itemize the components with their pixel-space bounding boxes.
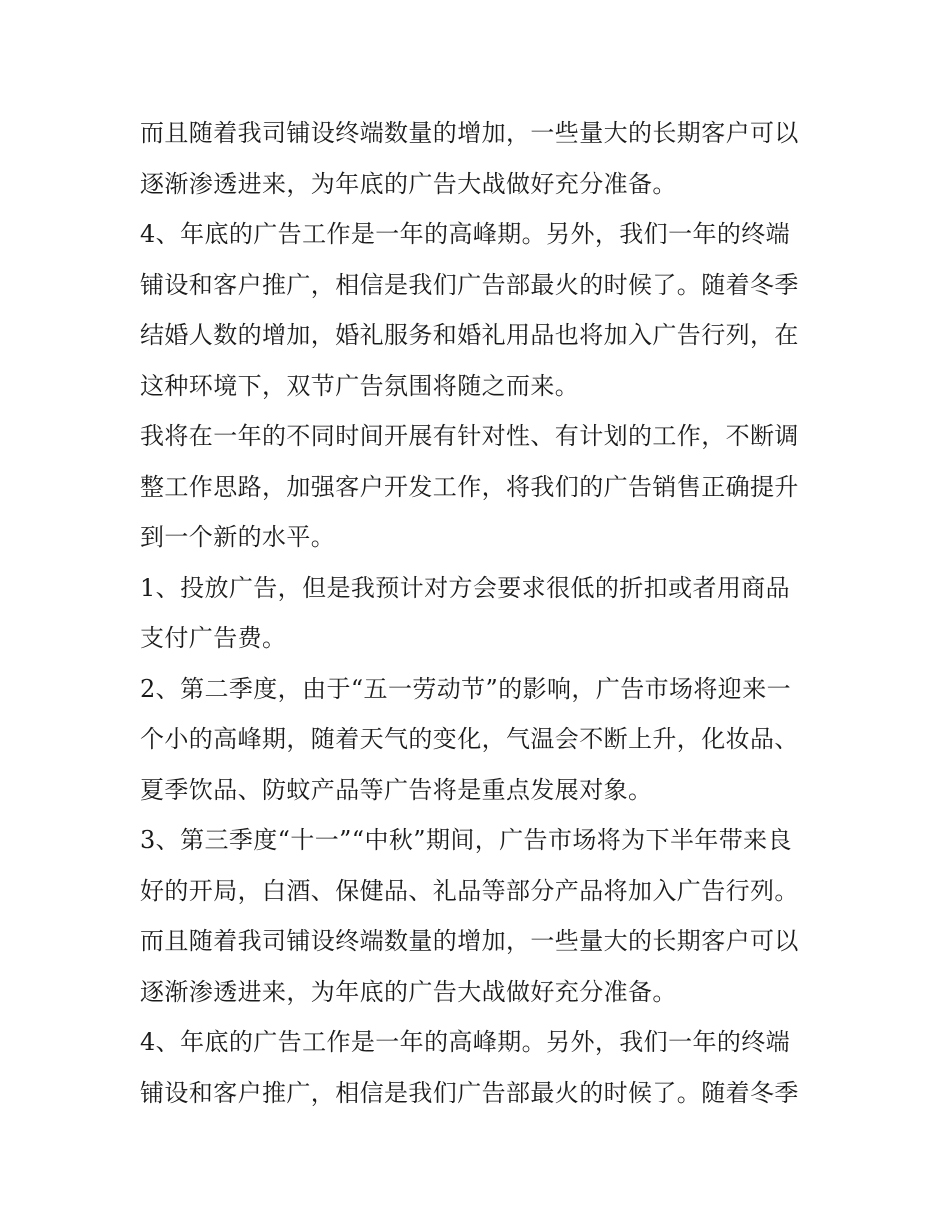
text-line: 我将在一年的不同时间开展有针对性、有计划的工作，不断调 — [140, 422, 799, 450]
text-line: 铺设和客户推广，相信是我们广告部最火的时候了。随着冬季 — [140, 270, 799, 299]
text-line: 这种环境下，双节广告氛围将随之而来。 — [140, 371, 580, 400]
document-body — [140, 108, 820, 1118]
text-line: 个小的高峰期，随着天气的变化，气温会不断上升，化妆品、 — [140, 725, 799, 753]
text-line: 支付广告费。 — [140, 624, 287, 652]
text-line: 好的开局，白酒、保健品、礼品等部分产品将加入广告行列。 — [140, 876, 799, 905]
text-line: 4、年底的广告工作是一年的高峰期。另外，我们一年的终端 — [140, 220, 791, 248]
text-line: 4、年底的广告工作是一年的高峰期。另外，我们一年的终端 — [140, 1028, 791, 1056]
text-line: 2、第二季度，由于“五一劳动节”的影响，广告市场将迎来一 — [140, 674, 792, 703]
text-line: 逐渐渗透进来，为年底的广告大战做好充分准备。 — [140, 169, 677, 198]
text-line: 结婚人数的增加，婚礼服务和婚礼用品也将加入广告行列，在 — [140, 321, 799, 349]
text-line: 铺设和客户推广，相信是我们广告部最火的时候了。随着冬季 — [140, 1078, 799, 1107]
text-line: 而且随着我司铺设终端数量的增加，一些量大的长期客户可以 — [140, 927, 799, 955]
text-line: 整工作思路，加强客户开发工作，将我们的广告销售正确提升 — [140, 472, 799, 501]
text-line: 逐渐渗透进来，为年底的广告大战做好充分准备。 — [140, 977, 677, 1006]
text-line: 1、投放广告，但是我预计对方会要求很低的折扣或者用商品 — [140, 573, 791, 602]
text-line: 3、第三季度“十一”“中秋”期间，广告市场将为下半年带来良 — [140, 826, 792, 854]
text-line: 夏季饮品、防蚊产品等广告将是重点发展对象。 — [140, 775, 653, 804]
text-line: 而且随着我司铺设终端数量的增加，一些量大的长期客户可以 — [140, 119, 799, 147]
text-line: 到一个新的水平。 — [140, 523, 336, 551]
